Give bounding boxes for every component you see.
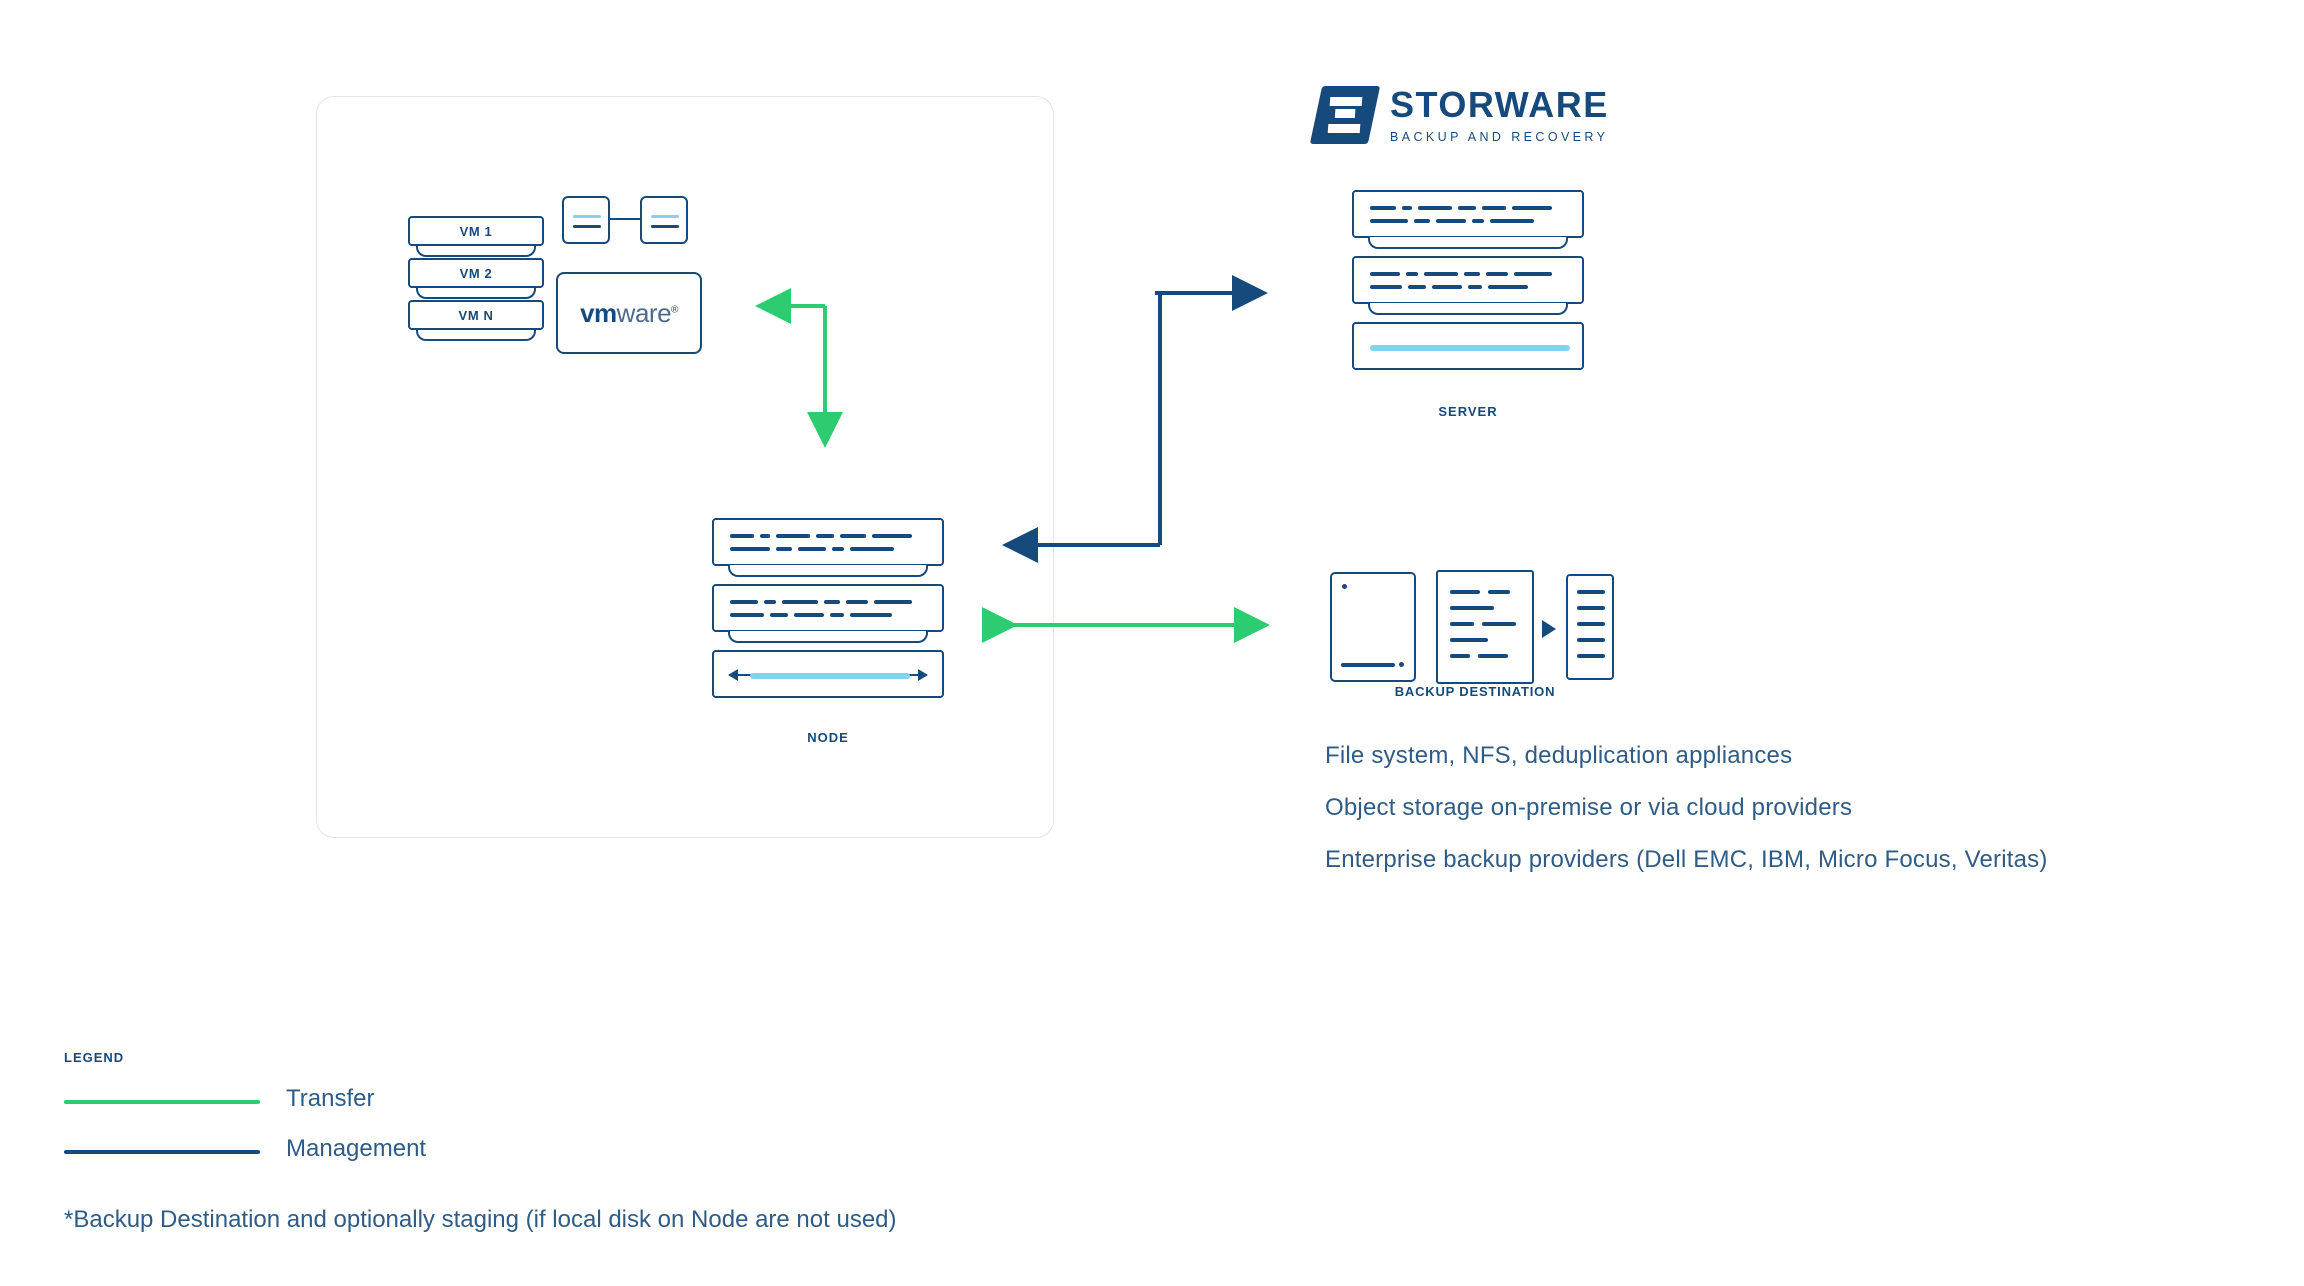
vm-chip-2: VM 2 xyxy=(408,258,544,288)
document-icon xyxy=(1436,570,1534,684)
disk-icon xyxy=(1330,572,1416,682)
logo-wordmark: STORWARE xyxy=(1390,83,1609,125)
node-unit-foot xyxy=(728,631,928,643)
server-storage-unit xyxy=(1352,322,1584,370)
server-unit-2 xyxy=(1352,256,1584,304)
legend-label-management: Management xyxy=(286,1135,427,1162)
vm-separator xyxy=(416,245,536,257)
host-line xyxy=(573,215,601,218)
storware-logo-icon xyxy=(1310,86,1380,144)
server-unit-foot xyxy=(1368,237,1568,249)
node-arrow-left-icon xyxy=(728,669,738,681)
footnote: *Backup Destination and optionally staging (if local disk on Node are not used) xyxy=(64,1206,897,1233)
legend-swatch-transfer xyxy=(64,1100,260,1104)
server-unit-foot xyxy=(1368,303,1568,315)
tape-library-icon xyxy=(1566,574,1614,680)
description-line-2: Object storage on-premise or via cloud providers xyxy=(1325,794,1853,821)
node-arrow-right-icon xyxy=(918,669,928,681)
server-storage-bar xyxy=(1370,345,1570,351)
backup-destination-label: BACKUP DESTINATION xyxy=(1394,684,1556,699)
node-rack xyxy=(712,518,944,712)
vm-chip-3: VM N xyxy=(408,300,544,330)
node-unit-1 xyxy=(712,518,944,566)
host-box-2 xyxy=(640,196,688,244)
host-line xyxy=(651,215,679,218)
host-line xyxy=(651,225,679,228)
server-unit-1 xyxy=(1352,190,1584,238)
host-line xyxy=(573,225,601,228)
vmware-hypervisor-box xyxy=(556,272,702,354)
server-dash-row xyxy=(1370,219,1534,223)
node-unit-2 xyxy=(712,584,944,632)
server-dash-row xyxy=(1370,206,1552,210)
legend-swatch-management xyxy=(64,1150,260,1154)
node-dash-row xyxy=(730,547,894,551)
node-dash-row xyxy=(730,600,912,604)
node-storage-bar xyxy=(750,673,910,679)
server-label: SERVER xyxy=(1438,404,1498,419)
server-rack xyxy=(1352,190,1584,384)
hypervisor-connector xyxy=(610,218,640,220)
storware-logo xyxy=(1316,83,1609,144)
description-line-1: File system, NFS, deduplication appliances xyxy=(1325,742,1793,769)
vm-chip-1: VM 1 xyxy=(408,216,544,246)
node-storage-unit xyxy=(712,650,944,698)
vm-separator xyxy=(416,287,536,299)
node-dash-row xyxy=(730,534,912,538)
arrow-right-icon xyxy=(1542,620,1556,638)
vm-separator xyxy=(416,329,536,341)
node-unit-foot xyxy=(728,565,928,577)
vm-stack xyxy=(408,216,546,348)
node-dash-row xyxy=(730,613,892,617)
legend-title: LEGEND xyxy=(64,1050,125,1065)
legend-label-transfer: Transfer xyxy=(286,1085,375,1112)
description-line-3: Enterprise backup providers (Dell EMC, IBM, Micro Focus, Veritas) xyxy=(1325,846,2048,873)
server-dash-row xyxy=(1370,285,1528,289)
node-label: NODE xyxy=(807,730,849,745)
vmware-logo-icon: vmware® xyxy=(580,297,678,328)
logo-tagline: BACKUP AND RECOVERY xyxy=(1390,129,1609,144)
server-dash-row xyxy=(1370,272,1552,276)
host-box-1 xyxy=(562,196,610,244)
